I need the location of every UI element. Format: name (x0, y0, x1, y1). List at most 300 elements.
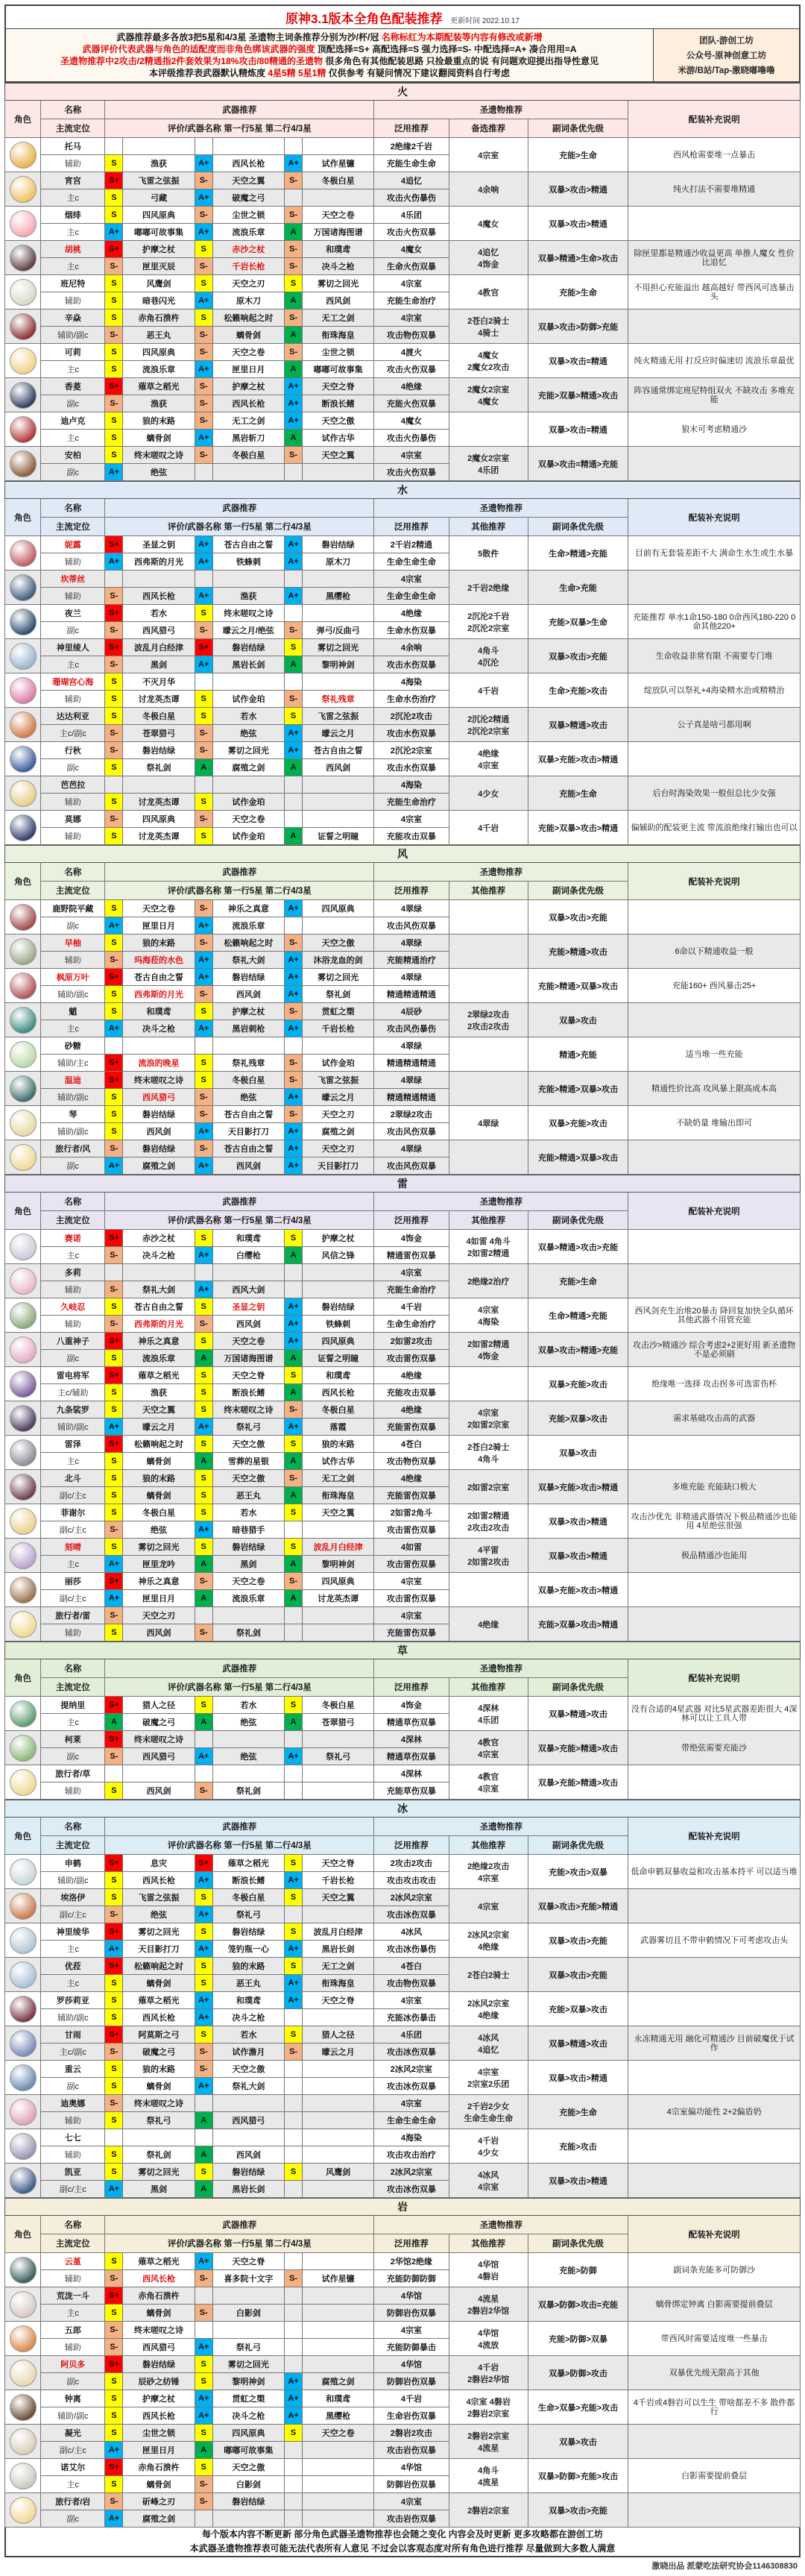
character-role: 辅助 (41, 2270, 105, 2287)
character-portrait (10, 1144, 37, 1171)
weapon-name: 西风长枪 (212, 155, 284, 172)
weapon-rating-badge (284, 1731, 302, 1748)
character-name: 神里绫人 (41, 639, 105, 656)
artifact-set-alt: 4教官 4宗室 (449, 1765, 528, 1800)
weapon-rating-badge (284, 2009, 302, 2026)
character-role: 辅助/副c (41, 2009, 105, 2026)
weapon-name: 狼的末路 (123, 1470, 195, 1487)
artifact-set-alt: 2冰风2宗室 4绝缘 (449, 1992, 528, 2026)
col-role: 主流定位 (41, 518, 105, 536)
character-portrait (10, 1371, 37, 1398)
weapon-rating-badge: S- (105, 725, 123, 742)
character-portrait (10, 313, 37, 340)
weapon-rating-badge: S (195, 1958, 212, 1975)
character-portrait (10, 574, 37, 601)
col-substats: 副词条优先级 (528, 119, 628, 138)
weapon-name: 雪葬的星银 (212, 1453, 284, 1470)
character-portrait (10, 1700, 37, 1727)
artifact-set-general: 4翠绿 (374, 934, 449, 952)
weapon-rating-badge: S- (105, 1748, 123, 1765)
weapon-name: 飞雷之弦振 (123, 172, 195, 189)
weapon-name: 终末嗟叹之诗 (212, 605, 284, 622)
weapon-rating-badge: A (195, 2181, 212, 2198)
build-notes: 带西风时需要适度堆一些暴击 (628, 2322, 801, 2356)
weapon-name: 祭礼弓 (212, 1906, 284, 1923)
build-notes: 螭骨绑定钟离 白影需要提前叠层 (628, 2287, 801, 2322)
character-role: 副c (41, 1350, 105, 1367)
weapon-rating-badge: S (105, 1624, 123, 1642)
weapon-name: 曚云之月 (123, 1419, 195, 1436)
substat-priority: 双暴>攻击>防御>充能 (528, 310, 628, 344)
weapon-name: 祭礼剑 (123, 759, 195, 776)
build-notes (628, 571, 801, 605)
weapon-rating-badge (284, 2287, 302, 2305)
substat-priority: 双暴>充能>攻击 (528, 1367, 628, 1401)
section-table-火 (4, 83, 801, 481)
weapon-rating-badge: A+ (284, 2373, 302, 2390)
substat-priority: 充能>精通>攻击 (528, 934, 628, 969)
build-notes (628, 1140, 801, 1175)
weapon-rating-badge: A+ (105, 2442, 123, 2459)
weapon-name: 流浪乐章 (212, 1590, 284, 1607)
character-portrait (10, 2394, 37, 2421)
artifact-set-general: 4深林 (374, 1765, 449, 1782)
character-portrait-cell (5, 2425, 41, 2459)
character-name: 行秋 (41, 742, 105, 759)
artifact-set-alt: 4教官 (449, 275, 528, 310)
weapon-name (212, 673, 284, 691)
weapon-rating-badge: S+ (105, 639, 123, 656)
character-portrait-cell (5, 776, 41, 811)
weapon-rating-badge: S (105, 2476, 123, 2493)
artifact-set-general: 4绝缘 (374, 605, 449, 622)
weapon-name: 和璞鸢 (303, 2390, 374, 2407)
weapon-rating-badge: S (105, 2078, 123, 2095)
weapon-name (303, 571, 374, 588)
artifact-set-general: 4海染 (374, 2129, 449, 2146)
build-notes: 多堆充能 充能缺口极大 (628, 1470, 801, 1504)
weapon-rating-badge: S (105, 310, 123, 327)
weapon-rating-badge: A+ (105, 917, 123, 934)
build-notes: 目前有无套装差距不大 满命生水生或生水暴 (628, 536, 801, 571)
character-portrait (10, 643, 37, 670)
weapon-rating-badge (195, 1765, 212, 1782)
weapon-name: 祭礼残章 (303, 691, 374, 708)
col-weapon-detail: 评价/武器名称 第一行5星 第二行4/3星 (105, 518, 374, 536)
substat-priority: 双暴>攻击>精通 (528, 1504, 628, 1539)
artifact-set-general: 2绝缘2千岩 (374, 138, 449, 155)
element-bar-火: 火 (5, 84, 801, 101)
artifact-set-alt: 2翠绿2攻击 2攻击2攻击 (449, 1003, 528, 1037)
weapon-rating-badge: S (195, 2373, 212, 2390)
credit-team: 团队-游创工坊 (699, 37, 754, 45)
weapon-name: 天空之翼 (303, 447, 374, 464)
character-row (5, 172, 801, 189)
substat-priority: 双暴>攻击>充能>精通 (528, 1889, 628, 1923)
weapon-name: 雾切之回光 (303, 639, 374, 656)
substat-priority: 双暴>充能>攻击>精通 (528, 1470, 628, 1504)
artifact-set-alt: 4少女 (449, 776, 528, 811)
weapon-rating-badge: S- (105, 2339, 123, 2356)
weapon-name: 黑缨枪 (303, 2407, 374, 2425)
character-name: 枫原万叶 (41, 969, 105, 986)
artifact-set-alt (449, 934, 528, 969)
weapon-name: 渔获 (123, 1384, 195, 1401)
weapon-rating-badge: S- (105, 2493, 123, 2510)
character-row (5, 1607, 801, 1624)
weapon-name: 四风原典 (212, 2425, 284, 2442)
weapon-rating-badge: S- (195, 327, 212, 344)
character-name: 早柚 (41, 934, 105, 952)
artifact-main-stats: 生命生命生命 (374, 553, 449, 571)
weapon-rating-badge: S+ (105, 1436, 123, 1453)
character-role: 辅助 (41, 588, 105, 605)
character-portrait-cell (5, 605, 41, 639)
build-notes: 不用担心充能溢出 越高越好 带西风可选暴击头 (628, 275, 801, 310)
artifact-main-stats: 攻击冰伤暴伤 (374, 1941, 449, 1958)
weapon-rating-badge: S+ (105, 241, 123, 258)
weapon-rating-badge: S (105, 1123, 123, 1140)
weapon-rating-badge: A+ (105, 1020, 123, 1037)
col-character: 角色 (5, 101, 41, 138)
weapon-rating-badge (284, 2112, 302, 2129)
artifact-set-general: 2如雷2角斗 (374, 1504, 449, 1521)
weapon-name (303, 1037, 374, 1055)
character-name: 优菈 (41, 1958, 105, 1975)
character-portrait-cell (5, 900, 41, 934)
artifact-set-general: 2如雷2攻击 (374, 1333, 449, 1350)
weapon-name: 磐岩结绿 (212, 1923, 284, 1941)
weapon-name: 苍翠猎弓 (123, 725, 195, 742)
weapon-rating-badge: S (105, 2390, 123, 2407)
weapon-rating-badge: S- (195, 934, 212, 952)
footer-line-2: 本武器圣遗物推荐表可能无法代表所有人意见 不过会以客观态度对所有角色进行推荐 尽量做到大多数人满意 (189, 2543, 616, 2554)
weapon-name (303, 2112, 374, 2129)
weapon-rating-badge: S- (105, 622, 123, 639)
weapon-name (212, 571, 284, 588)
col-general-artifact: 泛用推荐 (374, 882, 449, 900)
weapon-name: 磐岩结绿 (123, 1106, 195, 1123)
character-row (5, 1992, 801, 2009)
artifact-set-alt: 4冰风 4宗室 (449, 2164, 528, 2198)
weapon-rating-badge: S+ (105, 1055, 123, 1072)
weapon-name (303, 1782, 374, 1800)
col-artifacts: 圣遗物推荐 (374, 499, 628, 518)
col-character: 角色 (5, 499, 41, 536)
weapon-rating-badge: S- (105, 588, 123, 605)
artifact-main-stats: 精通雷伤双暴 (374, 1247, 449, 1264)
substat-priority: 双暴>攻击>充能 (528, 639, 628, 673)
weapon-name: 冬极白星 (123, 708, 195, 725)
weapon-name: 赤沙之杖 (212, 241, 284, 258)
weapon-rating-badge (284, 1607, 302, 1624)
weapon-rating-badge: S (105, 1504, 123, 1521)
character-row (5, 1367, 801, 1384)
build-notes: 充能160+ 西风暴击25+ (628, 969, 801, 1003)
character-portrait-cell (5, 2390, 41, 2425)
weapon-name: 决斗之枪 (303, 258, 374, 275)
weapon-name: 千岩长枪 (303, 1872, 374, 1889)
weapon-rating-badge: S (105, 2373, 123, 2390)
col-general-artifact: 泛用推荐 (374, 2234, 449, 2253)
build-notes (628, 1607, 801, 1642)
weapon-name: 恶王丸 (212, 1975, 284, 1992)
col-artifacts: 圣遗物推荐 (374, 2216, 628, 2234)
weapon-rating-badge: S+ (105, 536, 123, 553)
weapon-rating-badge: A+ (195, 1906, 212, 1923)
weapon-name: 四风原典 (303, 1333, 374, 1350)
weapon-rating-badge: S- (284, 1470, 302, 1487)
artifact-set-general: 4翠绿 (374, 969, 449, 986)
weapon-rating-badge: S (284, 708, 302, 725)
weapon-name: 祭礼大剑 (123, 1281, 195, 1298)
weapon-rating-badge (284, 605, 302, 622)
weapon-rating-badge: S (195, 1975, 212, 1992)
weapon-rating-badge: S- (195, 2043, 212, 2061)
weapon-rating-badge (284, 2493, 302, 2510)
weapon-name: 磐岩结绿 (123, 2356, 195, 2373)
weapon-name (303, 1264, 374, 1281)
character-name: 提纳里 (41, 1697, 105, 1714)
artifact-main-stats: 充能雷伤双暴 (374, 1624, 449, 1642)
weapon-name: 暗巷猎手 (212, 1521, 284, 1539)
build-notes: 西风剑充生治堆20暴击 降回复加快全队循环 其他武器不用管充能 (628, 1298, 801, 1333)
weapon-name: 西风长枪 (123, 2009, 195, 2026)
weapon-name: 苍古自由之誓 (212, 1106, 284, 1123)
col-substats: 副词条优先级 (528, 1836, 628, 1855)
weapon-name: 腐殖之剑 (123, 1157, 195, 1175)
character-role: 副c/主c (41, 2442, 105, 2459)
weapon-name: 冬极白星 (303, 1401, 374, 1419)
weapon-rating-badge: S (195, 1923, 212, 1941)
weapon-name (212, 2322, 284, 2339)
build-notes: 充能推荐 单水1命150-180 0命西风180-220 0命其他220+ (628, 605, 801, 639)
weapon-rating-badge: A+ (195, 2253, 212, 2270)
character-name: 雷电将军 (41, 1367, 105, 1384)
substat-priority: 双暴>攻击 (528, 2425, 628, 2459)
artifact-set-general: 4海染 (374, 673, 449, 691)
weapon-rating-badge: S (105, 934, 123, 952)
character-role: 副c/主c (41, 1521, 105, 1539)
artifact-set-general: 4绝缘 (374, 378, 449, 395)
weapon-name (303, 776, 374, 794)
col-notes: 配装补充说明 (628, 101, 801, 138)
build-notes (628, 1264, 801, 1298)
weapon-name (303, 138, 374, 155)
character-row (5, 207, 801, 224)
character-row (5, 1765, 801, 1782)
weapon-name: 讨龙英杰谭 (123, 691, 195, 708)
weapon-name: 天空之卷 (212, 1333, 284, 1350)
weapon-rating-badge (105, 1765, 123, 1782)
weapon-name: 狼的末路 (303, 1436, 374, 1453)
build-notes (628, 1003, 801, 1037)
artifact-set-alt (449, 1140, 528, 1175)
weapon-name: 风鹰剑 (303, 2164, 374, 2181)
build-notes: 攻击沙优先 非精通武器情况下极品精通沙也能用 4星绝弦很强 (628, 1504, 801, 1539)
character-role: 主c (41, 1556, 105, 1573)
weapon-name: 赤沙之杖 (123, 1230, 195, 1247)
character-portrait (10, 1577, 37, 1603)
substat-priority: 双暴>充能>攻击>精通 (528, 1573, 628, 1607)
build-notes (628, 1889, 801, 1923)
artifact-set-alt: 2苍白2骑士 4角斗 (449, 1436, 528, 1470)
weapon-name: 西风猎弓 (212, 2112, 284, 2129)
weapon-rating-badge: S (105, 1401, 123, 1419)
weapon-name (303, 2129, 374, 2146)
col-artifacts: 圣遗物推荐 (374, 101, 628, 119)
character-row (5, 275, 801, 292)
weapon-rating-badge: S (284, 1436, 302, 1453)
weapon-name: 腐殖之剑 (212, 759, 284, 776)
weapon-rating-badge: S- (195, 2061, 212, 2078)
weapon-rating-badge: S+ (105, 1333, 123, 1350)
weapon-rating-badge: S+ (105, 1855, 123, 1872)
weapon-rating-badge: A (195, 759, 212, 776)
character-role: 副c/主c (41, 1487, 105, 1504)
weapon-name (212, 2095, 284, 2112)
col-weapons: 武器推荐 (105, 1818, 374, 1836)
weapon-name: 铁蜂刺 (303, 1316, 374, 1333)
artifact-main-stats: 充能雷伤双暴 (374, 1487, 449, 1504)
character-name: 申鹤 (41, 1855, 105, 1872)
weapon-name: 绝弦 (212, 1714, 284, 1731)
weapon-name: 松籁响起之时 (212, 934, 284, 952)
weapon-rating-badge (284, 794, 302, 811)
artifact-main-stats: 充能防御防御 (374, 2270, 449, 2287)
weapon-rating-badge (284, 1765, 302, 1782)
weapon-rating-badge: S+ (105, 1072, 123, 1089)
weapon-name: 磐岩结绿 (123, 742, 195, 759)
weapon-rating-badge: S (195, 1333, 212, 1350)
artifact-set-alt (449, 1072, 528, 1106)
character-portrait-cell (5, 2493, 41, 2528)
weapon-rating-badge: A+ (195, 2078, 212, 2095)
character-name: 胡桃 (41, 241, 105, 258)
character-portrait-cell (5, 2287, 41, 2322)
weapon-name: 螭骨剑 (123, 430, 195, 447)
col-alt-artifact: 其他推荐 (449, 2234, 528, 2253)
artifact-set-general: 4宗室 (374, 2322, 449, 2339)
character-portrait-cell (5, 934, 41, 969)
weapon-rating-badge: S- (195, 1573, 212, 1590)
character-role: 辅助 (41, 1281, 105, 1298)
weapon-name: 祭礼残章 (212, 1055, 284, 1072)
weapon-name (123, 776, 195, 794)
character-role: 副c (41, 1157, 105, 1175)
artifact-main-stats: 生命生命生命 (374, 2112, 449, 2129)
character-portrait-cell (5, 1230, 41, 1264)
artifact-set-general: 4绝缘 (374, 1401, 449, 1419)
artifact-main-stats: 攻击雷伤双暴 (374, 1350, 449, 1367)
artifact-set-general: 4宗室 (374, 275, 449, 292)
artifact-set-alt: 2苍白2骑士 4骑士 (449, 310, 528, 344)
weapon-name: 雾切之回光 (303, 969, 374, 986)
weapon-name: 冬极白星 (212, 447, 284, 464)
col-alt-artifact: 备选推荐 (449, 119, 528, 138)
weapon-name: 破魔之弓 (123, 2043, 195, 2061)
col-notes: 配装补充说明 (628, 1193, 801, 1230)
weapon-name: 西弗斯的月光 (123, 553, 195, 571)
character-name: 久岐忍 (41, 1298, 105, 1316)
weapon-rating-badge: A (195, 2442, 212, 2459)
weapon-rating-badge: S (105, 2009, 123, 2026)
weapon-name: 祭礼弓 (303, 1748, 374, 1765)
character-name: 凝光 (41, 2425, 105, 2442)
substat-priority: 生命>充能 (528, 571, 628, 605)
weapon-rating-badge: A (284, 430, 302, 447)
artifact-set-general: 2冰风2宗室 (374, 2164, 449, 2181)
col-name: 名称 (41, 1193, 105, 1211)
weapon-name: 磐岩结绿 (303, 1298, 374, 1316)
weapon-name: 风信之锋 (303, 1247, 374, 1264)
weapon-name: 天空之卷 (303, 2425, 374, 2442)
build-notes: 极品精通沙也能用 (628, 1539, 801, 1573)
character-portrait (10, 1893, 37, 1920)
weapon-name: 松籁响起之时 (123, 1958, 195, 1975)
artifact-set-general: 4宗室 (374, 811, 449, 828)
page-header (6, 6, 799, 29)
character-role: 辅助 (41, 1316, 105, 1333)
weapon-name: 天空之卷 (303, 207, 374, 224)
artifact-main-stats: 攻击攻击治疗 (374, 2146, 449, 2164)
character-portrait (10, 814, 37, 841)
weapon-rating-badge: S (195, 1367, 212, 1384)
weapon-name: 螭骨剑 (123, 2078, 195, 2095)
weapon-name: 绝弦 (123, 1521, 195, 1539)
weapon-name: 苍古自由之誓 (212, 1140, 284, 1157)
weapon-rating-badge: A+ (284, 1748, 302, 1765)
weapon-rating-badge: S (105, 2164, 123, 2181)
weapon-rating-badge: S- (195, 1316, 212, 1333)
artifact-main-stats: 生命岩伤双暴 (374, 2407, 449, 2425)
col-general-artifact: 泛用推荐 (374, 1678, 449, 1697)
character-portrait (10, 746, 37, 773)
weapon-rating-badge: A+ (195, 656, 212, 673)
artifact-set-alt (449, 1037, 528, 1072)
weapon-name: 证誓之明瞳 (303, 1350, 374, 1367)
character-name: 可莉 (41, 344, 105, 361)
character-role: 主c/副c (41, 725, 105, 742)
artifact-set-general: 4宗室 (374, 1573, 449, 1590)
weapon-rating-badge: S (105, 2425, 123, 2442)
build-notes (628, 1992, 801, 2026)
weapon-name: 松籁响起之时 (212, 310, 284, 327)
substat-priority: 充能>双暴>攻击>精通 (528, 1607, 628, 1642)
weapon-rating-badge: A (284, 1453, 302, 1470)
col-weapons: 武器推荐 (105, 1659, 374, 1678)
character-role: 主c (41, 1975, 105, 1992)
weapon-rating-badge: S- (105, 258, 123, 275)
weapon-rating-badge: S- (284, 622, 302, 639)
weapon-name (303, 605, 374, 622)
character-row (5, 1106, 801, 1123)
artifact-set-alt: 4角斗 4流星 (449, 2459, 528, 2493)
character-name: 丽莎 (41, 1573, 105, 1590)
artifact-set-general: 4苍白 (374, 1436, 449, 1453)
character-name: 北斗 (41, 1470, 105, 1487)
character-portrait (10, 2325, 37, 2352)
character-name: 埃洛伊 (41, 1889, 105, 1906)
weapon-name (303, 464, 374, 481)
character-row (5, 1855, 801, 1872)
weapon-name: 狼的末路 (123, 412, 195, 430)
weapon-name (303, 2061, 374, 2078)
substat-priority: 充能>精通>双暴>攻击 (528, 969, 628, 1003)
artifact-main-stats: 充能防御暴击 (374, 2339, 449, 2356)
weapon-name (303, 2442, 374, 2459)
weapon-name: 尘世之锁 (212, 207, 284, 224)
